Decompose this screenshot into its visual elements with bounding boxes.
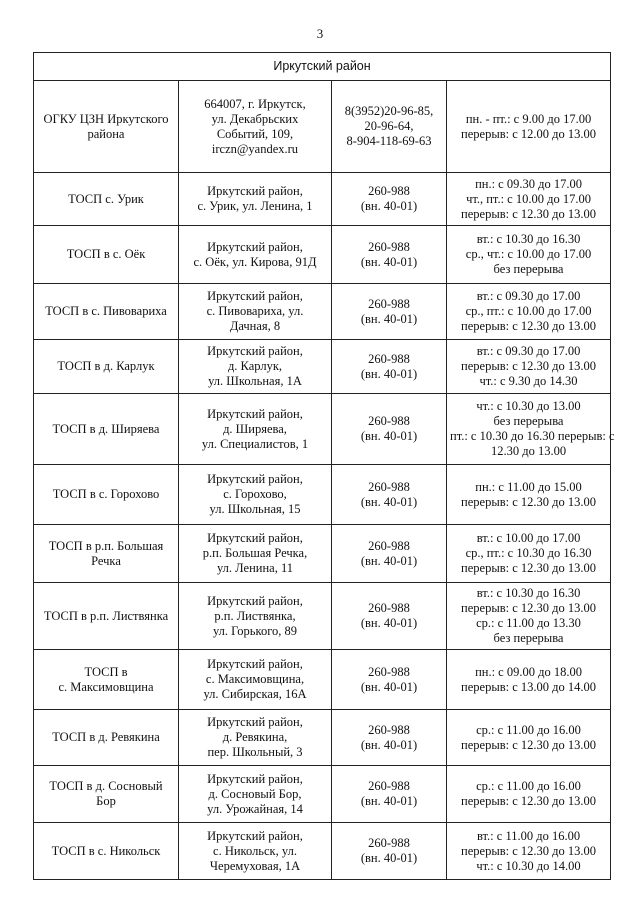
- address-cell: [179, 226, 332, 284]
- working-hours-line: перерыв: с 13.00 до 14.00: [461, 679, 596, 694]
- working-hours-line: пн.: с 09.00 до 18.00: [475, 664, 582, 679]
- working-hours-line: чт.: с 10.30 до 14.00: [476, 858, 581, 873]
- address-line: Иркутский район,: [207, 184, 303, 198]
- address-cell: [179, 710, 332, 766]
- address-line: ул. Горького, 89: [212, 623, 298, 638]
- office-name-cell: [34, 465, 179, 525]
- table-row: [34, 650, 611, 710]
- office-name-line: ТОСП в д. Ширяева: [52, 421, 160, 436]
- office-name-line: ТОСП в д. Карлук: [57, 359, 155, 373]
- working-hours-line: перерыв: с 12.00 до 13.00: [461, 126, 596, 141]
- table-row: [34, 284, 611, 340]
- office-name-line: ТОСП в с. Оёк: [66, 247, 146, 261]
- office-name-line: Речка: [91, 553, 121, 568]
- phone-line: (вн. 40-01): [360, 794, 418, 808]
- employment-centers-table: [33, 52, 615, 880]
- working-hours-cell: [447, 710, 611, 766]
- office-name-line: ТОСП в д. Ревякина: [52, 730, 160, 744]
- phone-line: (вн. 40-01): [360, 616, 418, 630]
- address-line: Дачная, 8: [229, 319, 281, 333]
- working-hours-cell: [447, 766, 611, 823]
- phone-line: 260-988: [368, 601, 410, 615]
- phone-line: 260-988: [368, 538, 410, 553]
- working-hours-line: вт.: с 11.00 до 16.00: [476, 828, 581, 843]
- working-hours-line: вт.: с 10.00 до 17.00: [476, 531, 581, 545]
- phone-cell: [332, 226, 447, 284]
- working-hours-line: чт.: с 9.30 до 14.30: [479, 374, 578, 388]
- phone-line: (вн. 40-01): [360, 254, 418, 269]
- table-row: [34, 173, 611, 226]
- working-hours-line: перерыв: с 12.30 до 13.00: [461, 561, 596, 575]
- office-name-cell: [34, 284, 179, 340]
- address-cell: [179, 394, 332, 465]
- address-line: 664007, г. Иркутск,: [204, 96, 306, 111]
- address-line: irczn@yandex.ru: [211, 141, 299, 156]
- address-cell: [179, 284, 332, 340]
- phone-cell: [332, 650, 447, 710]
- working-hours-line: вт.: с 09.30 до 17.00: [476, 344, 581, 358]
- working-hours-line: пн.: с 11.00 до 15.00: [475, 479, 582, 494]
- working-hours-line: ср., пт.: с 10.30 до 16.30: [465, 546, 592, 560]
- working-hours-line: перерыв: с 12.30 до 13.00: [461, 494, 596, 509]
- address-cell: [179, 525, 332, 583]
- phone-cell: [332, 340, 447, 394]
- working-hours-line: перерыв: с 12.30 до 13.00: [461, 843, 596, 858]
- phone-line: 260-988: [368, 414, 410, 428]
- phone-cell: [332, 284, 447, 340]
- working-hours-cell: [447, 226, 611, 284]
- working-hours-line: без перерыва: [493, 414, 564, 428]
- office-name-cell: [34, 340, 179, 394]
- phone-line: (вн. 40-01): [360, 553, 418, 568]
- address-line: Иркутский район,: [207, 715, 303, 729]
- address-line: ул. Школьная, 15: [209, 502, 301, 516]
- office-name-cell: [34, 81, 179, 173]
- phone-line: 260-988: [368, 184, 410, 198]
- table-row: [34, 81, 611, 173]
- address-cell: [179, 81, 332, 173]
- working-hours-cell: [447, 823, 611, 880]
- address-line: ул. Школьная, 1А: [208, 374, 302, 388]
- working-hours-line: перерыв: с 12.30 до 13.00: [461, 737, 596, 752]
- address-line: Иркутский район,: [207, 406, 303, 421]
- working-hours-cell: [447, 650, 611, 710]
- working-hours-line: вт.: с 10.30 до 16.30: [476, 586, 581, 600]
- office-name-line: Бор: [96, 794, 116, 808]
- working-hours-cell: [447, 583, 611, 650]
- address-cell: [179, 465, 332, 525]
- phone-line: (вн. 40-01): [360, 311, 418, 326]
- address-cell: [179, 173, 332, 226]
- working-hours-cell: [447, 525, 611, 583]
- address-cell: [179, 583, 332, 650]
- office-name-line: ТОСП в р.п. Листвянка: [43, 608, 169, 623]
- phone-cell: [332, 823, 447, 880]
- address-line: с. Горохово,: [223, 487, 287, 501]
- address-line: с. Никольск, ул.: [213, 843, 297, 858]
- working-hours-line: 12.30 до 13.00: [490, 444, 567, 458]
- phone-cell: [332, 710, 447, 766]
- office-name-line: района: [87, 126, 125, 141]
- working-hours-line: перерыв: с 12.30 до 13.00: [461, 206, 596, 221]
- phone-line: (вн. 40-01): [360, 199, 418, 213]
- office-name-cell: [34, 226, 179, 284]
- address-line: р.п. Большая Речка,: [202, 546, 308, 560]
- phone-line: 260-988: [368, 239, 410, 254]
- office-name-line: ТОСП в д. Сосновый: [49, 779, 163, 793]
- working-hours-line: ср., пт.: с 10.00 до 17.00: [465, 304, 592, 318]
- office-name-line: ТОСП в с. Горохово: [52, 487, 160, 501]
- address-line: д. Карлук,: [227, 359, 283, 373]
- office-name-cell: [34, 650, 179, 710]
- working-hours-line: без перерыва: [493, 262, 564, 276]
- phone-line: 260-988: [368, 296, 410, 311]
- phone-line: 260-988: [368, 836, 410, 850]
- office-name-line: ТОСП в р.п. Большая: [48, 538, 164, 553]
- address-line: пер. Школьный, 3: [207, 745, 303, 759]
- address-line: ул. Урожайная, 14: [207, 801, 303, 816]
- region-header-row: [34, 53, 611, 81]
- address-line: Иркутский район,: [207, 828, 303, 843]
- phone-cell: [332, 173, 447, 226]
- working-hours-line: без перерыва: [493, 631, 564, 645]
- phone-cell: [332, 465, 447, 525]
- working-hours-cell: [447, 284, 611, 340]
- address-line: Иркутский район,: [207, 771, 303, 786]
- phone-line: 260-988: [368, 664, 410, 679]
- address-line: Иркутский район,: [207, 344, 303, 358]
- phone-cell: [332, 583, 447, 650]
- table-row: [34, 583, 611, 650]
- phone-cell: [332, 766, 447, 823]
- working-hours-line: вт.: с 10.30 до 16.30: [476, 232, 581, 246]
- page-number: 3: [316, 26, 324, 41]
- working-hours-cell: [447, 81, 611, 173]
- working-hours-line: перерыв: с 12.30 до 13.00: [461, 319, 596, 333]
- working-hours-line: ср., чт.: с 10.00 до 17.00: [465, 247, 592, 261]
- address-line: Иркутский район,: [207, 472, 303, 486]
- address-line: ул. Специалистов, 1: [201, 436, 309, 451]
- address-cell: [179, 766, 332, 823]
- office-name-cell: [34, 710, 179, 766]
- table-row: [34, 525, 611, 583]
- address-cell: [179, 650, 332, 710]
- phone-line: (вн. 40-01): [360, 366, 418, 381]
- table-row: [34, 766, 611, 823]
- table-row: [34, 710, 611, 766]
- address-cell: [179, 340, 332, 394]
- table-row: [34, 226, 611, 284]
- working-hours-line: перерыв: с 12.30 до 13.00: [461, 359, 596, 373]
- office-name-line: с. Максимовщина: [58, 679, 154, 694]
- phone-line: 8-904-118-69-63: [346, 134, 432, 148]
- address-line: с. Пивовариха, ул.: [206, 304, 304, 318]
- address-line: с. Максимовщина,: [205, 672, 305, 686]
- office-name-cell: [34, 823, 179, 880]
- working-hours-line: ср.: с 11.00 до 13.30: [476, 616, 581, 630]
- address-line: Иркутский район,: [207, 657, 303, 671]
- table-row: [34, 823, 611, 880]
- phone-line: 260-988: [368, 479, 410, 494]
- phone-line: 20-96-64,: [364, 119, 414, 133]
- address-line: с. Урик, ул. Ленина, 1: [197, 199, 313, 213]
- office-name-cell: [34, 394, 179, 465]
- working-hours-line: чт.: с 10.30 до 13.00: [476, 399, 581, 413]
- office-name-line: ТОСП в с. Никольск: [51, 843, 161, 858]
- working-hours-line: перерыв: с 12.30 до 13.00: [461, 601, 596, 615]
- office-name-line: ОГКУ ЦЗН Иркутского: [43, 111, 169, 126]
- address-line: д. Ревякина,: [222, 730, 288, 744]
- working-hours-line: ср.: с 11.00 до 16.00: [476, 722, 581, 737]
- address-line: д. Ширяева,: [223, 421, 287, 436]
- address-line: Черемуховая, 1А: [209, 858, 301, 873]
- office-name-cell: [34, 173, 179, 226]
- working-hours-line: пт.: с 10.30 до 16.30 перерыв: с: [450, 429, 615, 443]
- office-name-cell: [34, 766, 179, 823]
- working-hours-line: вт.: с 09.30 до 17.00: [476, 289, 581, 303]
- address-line: с. Оёк, ул. Кирова, 91Д: [193, 254, 317, 269]
- table-row: [34, 394, 611, 465]
- address-cell: [179, 823, 332, 880]
- phone-line: 260-988: [368, 779, 410, 793]
- phone-line: (вн. 40-01): [360, 851, 418, 865]
- phone-line: 260-988: [368, 722, 410, 737]
- phone-line: (вн. 40-01): [360, 679, 418, 694]
- working-hours-line: пн. - пт.: с 9.00 до 17.00: [465, 111, 592, 126]
- working-hours-line: ср.: с 11.00 до 16.00: [476, 779, 581, 793]
- phone-cell: [332, 525, 447, 583]
- address-line: ул. Декабрьских: [211, 111, 299, 126]
- address-line: Иркутский район,: [207, 531, 303, 545]
- working-hours-line: чт., пт.: с 10.00 до 17.00: [466, 191, 591, 206]
- working-hours-cell: [447, 173, 611, 226]
- address-line: Иркутский район,: [207, 289, 303, 303]
- phone-line: (вн. 40-01): [360, 494, 418, 509]
- phone-cell: [332, 81, 447, 173]
- working-hours-cell: [447, 465, 611, 525]
- region-title: Иркутский район: [34, 53, 611, 81]
- address-line: ул. Ленина, 11: [216, 561, 294, 575]
- working-hours-line: пн.: с 09.30 до 17.00: [475, 176, 582, 191]
- phone-line: 8(3952)20-96-85,: [344, 104, 434, 118]
- office-name-cell: [34, 583, 179, 650]
- address-line: ул. Сибирская, 16А: [203, 687, 307, 701]
- office-name-line: ТОСП с. Урик: [68, 191, 144, 206]
- working-hours-cell: [447, 394, 615, 465]
- phone-line: 260-988: [368, 351, 410, 366]
- address-line: Иркутский район,: [207, 239, 303, 254]
- office-name-line: ТОСП в с. Пивовариха: [45, 304, 167, 318]
- working-hours-line: перерыв: с 12.30 до 13.00: [461, 794, 596, 808]
- address-line: д. Сосновый Бор,: [208, 786, 302, 801]
- address-line: Событий, 109,: [216, 126, 294, 141]
- table-row: [34, 465, 611, 525]
- table-row: [34, 340, 611, 394]
- phone-cell: [332, 394, 447, 465]
- address-line: р.п. Листвянка,: [214, 608, 296, 623]
- office-name-line: ТОСП в: [84, 664, 128, 679]
- working-hours-cell: [447, 340, 611, 394]
- phone-line: (вн. 40-01): [360, 429, 418, 443]
- address-line: Иркутский район,: [207, 593, 303, 608]
- phone-line: (вн. 40-01): [360, 737, 418, 752]
- office-name-cell: [34, 525, 179, 583]
